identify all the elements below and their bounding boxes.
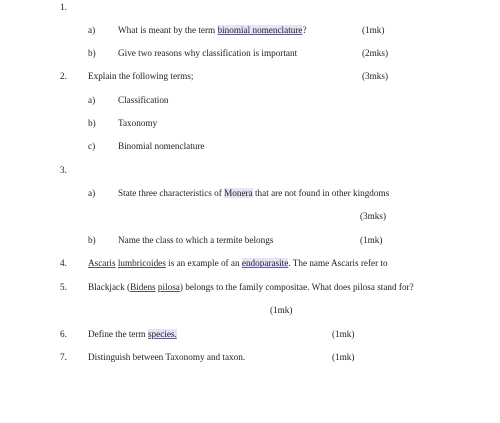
q2-item-label: a) — [88, 95, 96, 105]
q2-item-text: Classification — [118, 95, 169, 105]
q1b-text: Give two reasons why classification is important — [118, 48, 298, 58]
q2-item-text: Binomial nomenclature — [118, 141, 205, 151]
q1a-text: What is meant by the term binomial nomenclature? — [118, 25, 307, 35]
q6-marks: (1mk) — [332, 329, 355, 339]
q1b-label: b) — [88, 48, 96, 58]
q3b-text: Name the class to which a termite belongs — [118, 235, 274, 245]
q1a-label: a) — [88, 25, 96, 35]
q3b-label: b) — [88, 235, 96, 245]
q2-item-label: b) — [88, 118, 96, 128]
q7-number: 7. — [60, 352, 67, 362]
q2-item-text: Taxonomy — [118, 118, 158, 128]
q4-text: Ascaris lumbricoides is an example of an endoparasite. The name Ascaris refer to — [88, 258, 388, 268]
q1a-term: binomial nomenclature — [217, 25, 303, 35]
q2-marks: (3mks) — [362, 71, 389, 81]
q4-number: 4. — [60, 258, 67, 268]
q1a-marks: (1mk) — [362, 25, 385, 35]
q3a-marks: (3mks) — [360, 211, 387, 221]
q1b-marks: (2mks) — [362, 48, 389, 58]
q6-number: 6. — [60, 329, 67, 339]
q2-text: Explain the following terms; — [88, 71, 194, 81]
q2-item-label: c) — [88, 141, 96, 151]
q7-marks: (1mk) — [332, 352, 355, 362]
q1-number: 1. — [60, 2, 67, 12]
q3a-label: a) — [88, 188, 96, 198]
q2-number: 2. — [60, 71, 67, 81]
q5-marks: (1mk) — [270, 305, 293, 315]
q3b-marks: (1mk) — [360, 235, 383, 245]
q3a-text: State three characteristics of Monera that are not found in other kingdoms — [118, 188, 390, 198]
q3a-term: Monera — [224, 188, 253, 198]
q6-text: Define the term species. — [88, 329, 177, 339]
q7-text: Distinguish between Taxonomy and taxon. — [88, 352, 246, 362]
q5-text: Blackjack (Bidens pilosa) belongs to the family compositae. What does pilosa stand for? — [88, 282, 414, 292]
q6-term: species. — [147, 329, 177, 339]
q3-number: 3. — [60, 165, 67, 175]
q5-number: 5. — [60, 282, 67, 292]
